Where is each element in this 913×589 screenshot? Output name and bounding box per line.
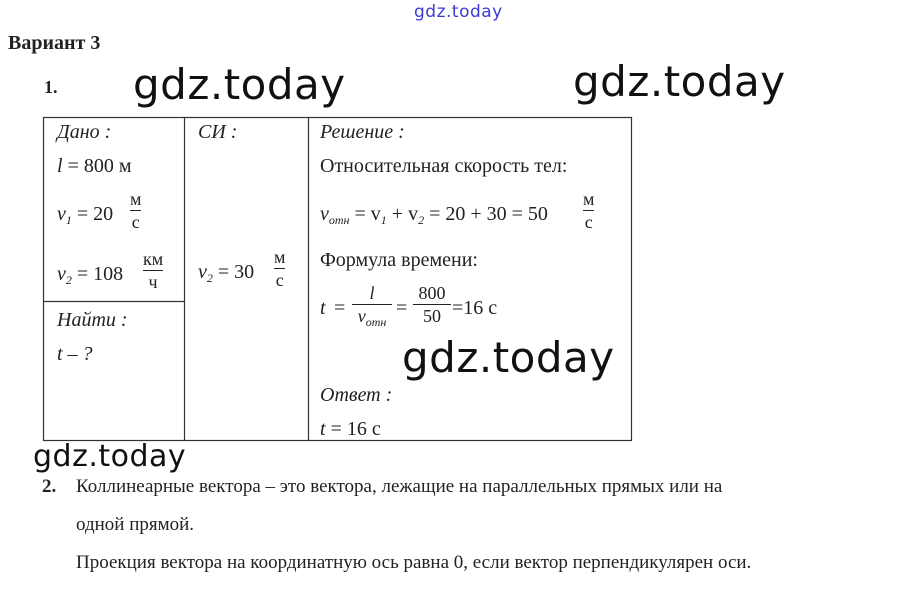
time-var: t — [320, 297, 326, 319]
find-header: Найти : — [57, 309, 128, 331]
task2-line3: Проекция вектора на координатную ось равна 0, если вектор перпендикулярен оси. — [76, 552, 752, 573]
given-header: Дано : — [57, 121, 112, 143]
time-result: =16 с — [452, 297, 498, 319]
si-header: СИ : — [198, 121, 238, 143]
relative-speed-label: Относительная скорость тел: — [320, 155, 568, 177]
time-formula-label: Формула времени: — [320, 249, 478, 271]
solution-header: Решение : — [320, 121, 405, 143]
task2-line1: 2. Коллинеарные вектора – это вектора, лежащие на параллельных прямых или на — [42, 476, 723, 497]
answer-header: Ответ : — [320, 384, 393, 406]
equals-sign: = — [334, 297, 346, 319]
answer-value: t = 16 с — [320, 418, 381, 440]
given-v1: $v_1 = 20$ — [57, 203, 114, 227]
watermark: gdz.today — [402, 333, 615, 382]
task-number: 1. — [44, 77, 58, 97]
given-length: l = 800 м — [57, 155, 132, 177]
given-v2: $v_2 = 108$ — [57, 263, 124, 287]
find-value: t – ? — [57, 343, 93, 365]
relative-speed-unit: м с — [583, 189, 595, 232]
given-v2-unit: км ч — [143, 249, 164, 292]
watermark: gdz.today — [33, 439, 187, 474]
time-fraction-numeric: 800 50 — [413, 284, 451, 325]
si-v2-unit: м с — [274, 247, 286, 290]
time-fraction-symbolic: l $v_{отн}$ — [352, 284, 392, 328]
relative-speed-formula: $v_{отн} = v_1 + v_2 = 20 + 30 = 50$ — [320, 203, 548, 227]
variant-title: Вариант 3 — [8, 32, 101, 54]
given-v1-unit: м с — [130, 189, 142, 232]
task2-line2: одной прямой. — [76, 514, 195, 535]
watermark: gdz.today — [573, 57, 786, 106]
si-v2: $v_2 = 30$ — [198, 261, 255, 285]
watermark: gdz.today — [133, 60, 346, 109]
watermark-top: gdz.today — [414, 2, 503, 22]
equals-sign: = — [396, 297, 408, 319]
